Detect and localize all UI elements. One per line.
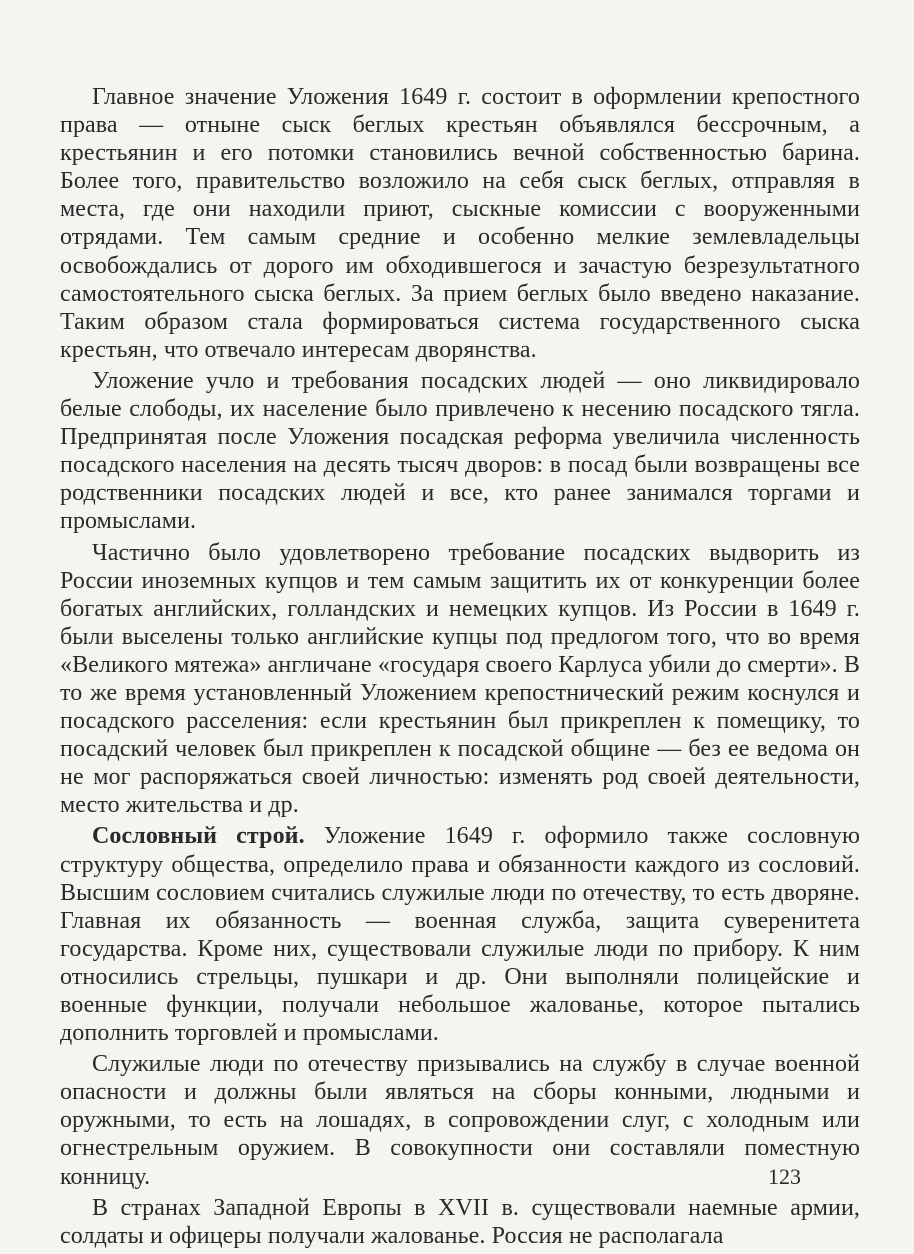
paragraph-1-text: Главное значение Уложения 1649 г. состоит в оформлении крепостного права — отныне сыск беглых крестьян объявлялся бессрочным, а крестьянин и его потомки становились вечной собственностью барина. Более того, правительство возложило на себя сыск беглых, отправляя в места, где они находили приют, сыскные комиссии с вооруженными отрядами. Тем самым средние и особенно мелкие землевладельцы освобождались от дорого им обходившегося и зачастую безрезультатного самостоятельного сыска беглых. За прием беглых было введено наказание. Таким образом стала формироваться система государственного сыска крестьян, что отвечало интересам дворянства. bbox=[60, 84, 860, 363]
paragraph-1 bbox=[60, 83, 860, 364]
paragraph-2 bbox=[60, 367, 860, 536]
paragraph-3-text: Частично было удовлетворено требование посадских выдворить из России иноземных купцов и тем самым защитить их от конкуренции более богатых английских, голландских и немецких купцов. Из России в 1649 г. были выселены только английские купцы под предлогом того, что во время «Великого мятежа» англичане «государя своего Карлуса убили до смерти». В то же время установленный Уложением крепостнический режим коснулся и посадского расселения: если крестьянин был прикреплен к помещику, то посадский человек был прикреплен к посадской общине — без ее ведома он не мог распоряжаться своей личностью: изменять род своей деятельности, место жительства и др. bbox=[60, 539, 860, 819]
section-heading-inline: Сословный строй. bbox=[92, 823, 305, 850]
paragraph-5-text: Служилые люди по отечеству призывались на службу в случае военной опасности и должны были являться на сборы конными, людными и оружными, то есть на лошадях, в сопровождении слуг, с холодным или огнестрельным оружием. В совокупности они составляли поместную конницу. bbox=[60, 1051, 860, 1190]
paragraph-6-text: В странах Западной Европы в XVII в. существовали наемные армии, солдаты и офицеры получали жалованье. Россия не располагала bbox=[60, 1194, 860, 1249]
paragraph-4-text: Уложение 1649 г. оформило также сословную структуру общества, определило права и обязанности каждого из сословий. Высшим сословием считались служилые люди по отечеству, то есть дворяне. Главная их обязанность — военная служба, защита суверенитета государства. Кроме них, существовали служилые люди по прибору. К ним относились стрельцы, пушкари и др. Они выполняли полицейские и военные функции, получали небольшое жалованье, которое пытались дополнить торговлей и промыслами. bbox=[60, 823, 861, 1047]
page-text bbox=[60, 83, 860, 1250]
paragraph-2-text: Уложение учло и требования посадских людей — оно ликвидировало белые слободы, их население было привлечено к несению посадского тягла. Предпринятая после Уложения посадская реформа увеличила численность посадского населения на десять тысяч дворов: в посад были возвращены все родственники посадских людей и все, кто ранее занимался торгами и промыслами. bbox=[60, 367, 860, 535]
page-number: 123 bbox=[768, 1164, 801, 1189]
paragraph-3 bbox=[60, 539, 860, 820]
paragraph-4 bbox=[60, 822, 860, 1047]
paragraph-6 bbox=[60, 1194, 860, 1250]
paragraph-5 bbox=[60, 1050, 860, 1190]
